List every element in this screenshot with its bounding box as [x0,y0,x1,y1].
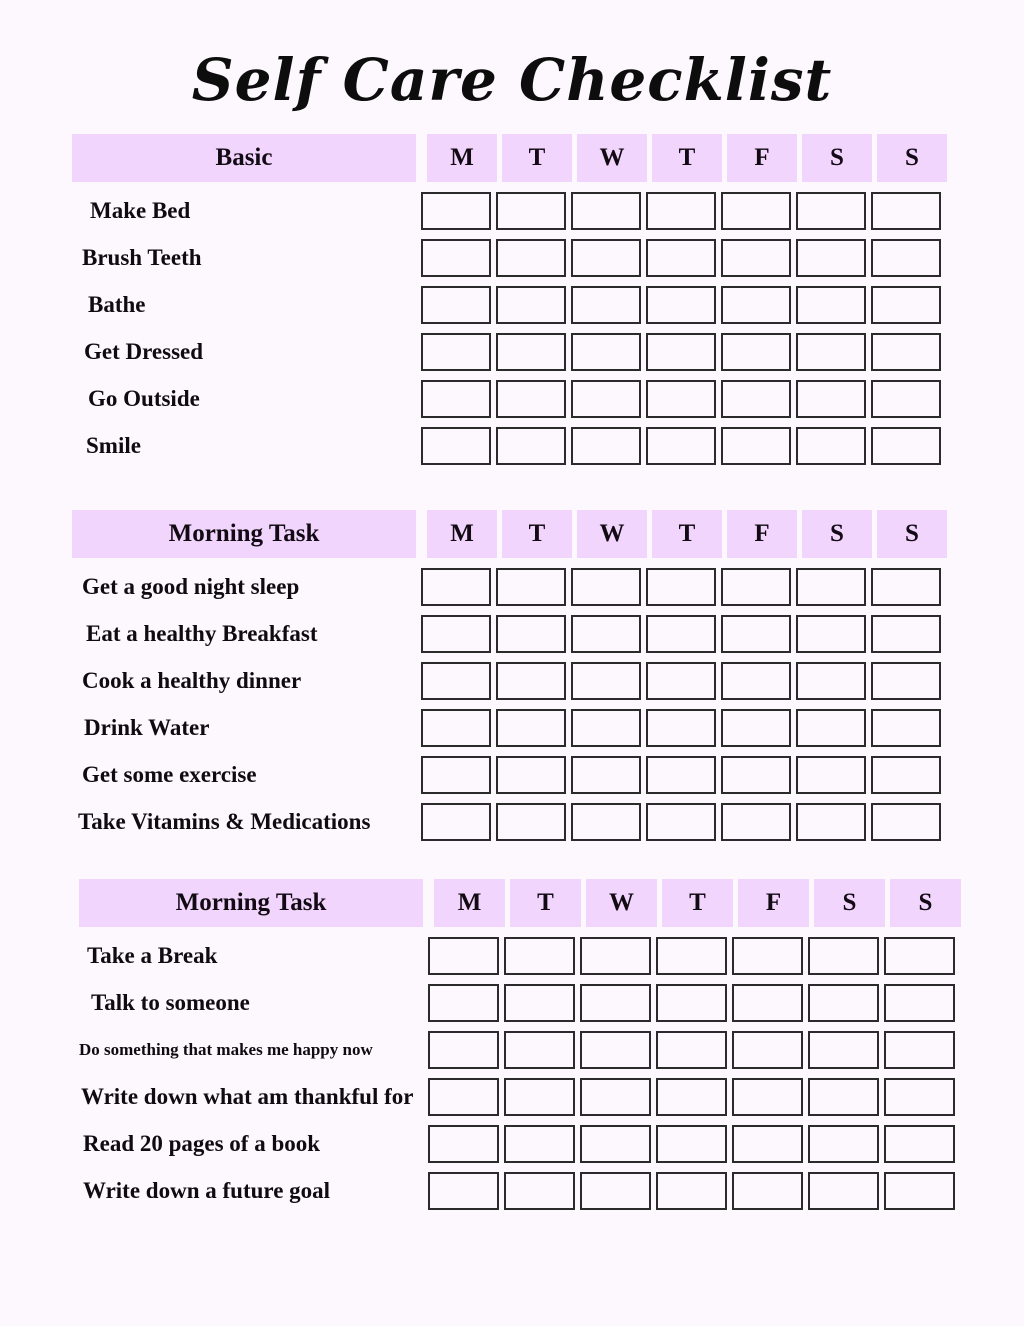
checkbox-cell-6[interactable] [871,333,941,371]
checkbox-cell-2[interactable] [571,803,641,841]
checkbox-cell-1[interactable] [496,333,566,371]
checkbox-cell-3[interactable] [646,568,716,606]
checkbox-cell-5[interactable] [796,615,866,653]
task-row [72,798,947,845]
checkbox-cell-1[interactable] [504,1031,575,1069]
task-row [79,1120,961,1167]
checkbox-cell-4[interactable] [721,615,791,653]
day-header-2: W [577,510,647,558]
checkbox-cell-2[interactable] [571,568,641,606]
checkbox-cell-3[interactable] [646,380,716,418]
checkbox-group [423,1125,955,1163]
checkbox-cell-3[interactable] [646,709,716,747]
checkbox-cell-0[interactable] [428,1125,499,1163]
section-header-row [72,134,947,182]
task-label: Take Vitamins & Medications [78,808,371,834]
task-label: Do something that makes me happy now [79,1039,373,1059]
checkbox-cell-4[interactable] [721,380,791,418]
checkbox-cell-2[interactable] [571,427,641,465]
checkbox-cell-4[interactable] [721,239,791,277]
checkbox-cell-0[interactable] [421,333,491,371]
section-heading: Morning Task [79,879,423,927]
task-rows [79,932,961,1214]
task-row [72,422,947,469]
checkbox-group [416,803,941,841]
checkbox-cell-2[interactable] [571,615,641,653]
checkbox-cell-5[interactable] [796,756,866,794]
checkbox-cell-4[interactable] [721,286,791,324]
task-label: Brush Teeth [82,244,202,270]
checkbox-cell-6[interactable] [884,1031,955,1069]
task-rows [72,187,947,469]
task-label: Go Outside [88,385,200,411]
checkbox-cell-0[interactable] [428,937,499,975]
checkbox-cell-2[interactable] [571,662,641,700]
section-header-row [79,879,961,927]
task-row [79,979,961,1026]
checkbox-cell-4[interactable] [721,192,791,230]
checkbox-cell-1[interactable] [496,615,566,653]
day-header-1: T [502,510,572,558]
checkbox-cell-0[interactable] [421,803,491,841]
checkbox-cell-6[interactable] [884,1172,955,1210]
checkbox-cell-0[interactable] [421,756,491,794]
checkbox-cell-5[interactable] [808,984,879,1022]
checkbox-group [416,709,941,747]
checkbox-group [416,333,941,371]
checkbox-group [416,192,941,230]
checkbox-cell-0[interactable] [428,1172,499,1210]
checkbox-cell-2[interactable] [571,239,641,277]
checkbox-cell-6[interactable] [884,937,955,975]
task-row [72,610,947,657]
task-row [72,328,947,375]
checkbox-group [416,568,941,606]
checkbox-cell-0[interactable] [421,568,491,606]
checkbox-cell-4[interactable] [721,568,791,606]
checkbox-cell-0[interactable] [421,662,491,700]
checkbox-cell-2[interactable] [580,1125,651,1163]
checkbox-cell-4[interactable] [721,803,791,841]
task-label: Eat a healthy Breakfast [86,620,318,646]
checkbox-cell-0[interactable] [421,380,491,418]
header-spacer [416,134,422,182]
checkbox-cell-0[interactable] [428,1031,499,1069]
task-label: Get a good night sleep [82,573,300,599]
checkbox-group [423,1172,955,1210]
checkbox-cell-1[interactable] [496,709,566,747]
checkbox-cell-0[interactable] [428,984,499,1022]
checkbox-cell-1[interactable] [504,937,575,975]
checkbox-cell-6[interactable] [871,286,941,324]
checkbox-cell-5[interactable] [796,286,866,324]
checkbox-cell-4[interactable] [732,1078,803,1116]
day-header-0: M [434,879,505,927]
checkbox-group [423,984,955,1022]
checkbox-cell-6[interactable] [871,756,941,794]
day-header-2: W [586,879,657,927]
checkbox-cell-6[interactable] [871,192,941,230]
checkbox-cell-6[interactable] [871,239,941,277]
checkbox-cell-4[interactable] [721,662,791,700]
checkbox-cell-4[interactable] [721,709,791,747]
task-label: Cook a healthy dinner [82,667,302,693]
checkbox-cell-0[interactable] [421,427,491,465]
checkbox-cell-6[interactable] [884,984,955,1022]
checkbox-cell-3[interactable] [656,1078,727,1116]
header-spacer [423,879,429,927]
checkbox-cell-1[interactable] [496,427,566,465]
task-label: Get some exercise [82,761,257,787]
checkbox-cell-1[interactable] [504,1078,575,1116]
checkbox-cell-0[interactable] [421,239,491,277]
checkbox-cell-5[interactable] [808,937,879,975]
checkbox-cell-0[interactable] [421,192,491,230]
task-row [79,1026,961,1073]
checkbox-group [416,662,941,700]
task-label: Drink Water [84,714,210,740]
day-header-0: M [427,510,497,558]
task-row [79,1073,961,1120]
day-header-5: S [802,510,872,558]
checkbox-cell-1[interactable] [496,192,566,230]
checkbox-cell-3[interactable] [646,286,716,324]
task-row [72,751,947,798]
checkbox-cell-5[interactable] [796,803,866,841]
checkbox-cell-6[interactable] [871,803,941,841]
task-label: Take a Break [87,942,218,968]
task-label: Make Bed [90,197,191,223]
section-header-row [72,510,947,558]
task-label: Get Dressed [84,338,204,364]
day-header-2: W [577,134,647,182]
checkbox-cell-6[interactable] [884,1125,955,1163]
checkbox-cell-4[interactable] [732,984,803,1022]
checkbox-cell-3[interactable] [646,427,716,465]
checkbox-cell-0[interactable] [428,1078,499,1116]
checkbox-cell-0[interactable] [421,709,491,747]
checkbox-cell-2[interactable] [580,937,651,975]
task-label: Write down what am thankful for [81,1083,414,1109]
day-header-1: T [502,134,572,182]
section-morning-task-1 [72,510,947,845]
task-label: Read 20 pages of a book [83,1130,321,1156]
checkbox-cell-2[interactable] [571,380,641,418]
task-row [79,1167,961,1214]
checkbox-cell-4[interactable] [721,427,791,465]
checkbox-cell-3[interactable] [646,756,716,794]
checkbox-cell-3[interactable] [656,1031,727,1069]
checkbox-cell-5[interactable] [808,1172,879,1210]
checkbox-cell-3[interactable] [656,984,727,1022]
task-row [72,187,947,234]
checkbox-cell-1[interactable] [496,568,566,606]
checkbox-cell-2[interactable] [571,333,641,371]
checkbox-cell-1[interactable] [496,239,566,277]
checkbox-cell-3[interactable] [646,333,716,371]
section-heading: Basic [72,134,416,182]
checkbox-cell-4[interactable] [732,1031,803,1069]
checkbox-cell-3[interactable] [656,937,727,975]
day-header-6: S [877,510,947,558]
task-row [72,563,947,610]
page-title: Self Care Checklist [191,46,833,114]
checkbox-cell-6[interactable] [871,615,941,653]
checkbox-cell-2[interactable] [580,1031,651,1069]
checkbox-cell-1[interactable] [504,1125,575,1163]
day-header-0: M [427,134,497,182]
day-header-5: S [814,879,885,927]
checkbox-cell-4[interactable] [721,333,791,371]
checkbox-cell-3[interactable] [646,615,716,653]
day-header-1: T [510,879,581,927]
checkbox-cell-6[interactable] [871,380,941,418]
checkbox-cell-5[interactable] [796,709,866,747]
checkbox-cell-6[interactable] [884,1078,955,1116]
checkbox-cell-6[interactable] [871,568,941,606]
task-row [72,281,947,328]
task-label: Smile [86,432,141,458]
task-row [79,932,961,979]
checkbox-cell-1[interactable] [496,380,566,418]
checkbox-group [416,427,941,465]
section-morning-task-2 [79,879,961,1214]
checkbox-cell-3[interactable] [646,662,716,700]
checkbox-cell-0[interactable] [421,615,491,653]
checkbox-group [416,286,941,324]
checkbox-cell-6[interactable] [871,709,941,747]
day-header-4: F [727,510,797,558]
task-row [72,704,947,751]
checkbox-cell-2[interactable] [580,1078,651,1116]
task-rows [72,563,947,845]
checkbox-cell-1[interactable] [504,1172,575,1210]
checkbox-cell-5[interactable] [808,1031,879,1069]
checkbox-cell-3[interactable] [646,239,716,277]
day-header-3: T [662,879,733,927]
checkbox-cell-3[interactable] [656,1172,727,1210]
task-row [72,375,947,422]
checkbox-group [423,1031,955,1069]
header-spacer [416,510,422,558]
checkbox-cell-6[interactable] [871,427,941,465]
checkbox-group [416,380,941,418]
checkbox-group [416,239,941,277]
day-header-4: F [738,879,809,927]
checkbox-group [423,1078,955,1116]
day-header-6: S [890,879,961,927]
checkbox-cell-1[interactable] [496,286,566,324]
checkbox-cell-1[interactable] [504,984,575,1022]
checkbox-cell-5[interactable] [796,427,866,465]
checkbox-cell-3[interactable] [646,192,716,230]
checkbox-group [416,615,941,653]
day-header-4: F [727,134,797,182]
checkbox-cell-2[interactable] [571,756,641,794]
checkbox-cell-4[interactable] [732,937,803,975]
checkbox-cell-5[interactable] [796,333,866,371]
checkbox-cell-2[interactable] [571,286,641,324]
checkbox-cell-3[interactable] [656,1125,727,1163]
checkbox-cell-4[interactable] [732,1172,803,1210]
checkbox-cell-3[interactable] [646,803,716,841]
checkbox-cell-5[interactable] [796,380,866,418]
checkbox-cell-0[interactable] [421,286,491,324]
checkbox-cell-5[interactable] [808,1078,879,1116]
checkbox-group [416,756,941,794]
day-header-3: T [652,510,722,558]
day-header-5: S [802,134,872,182]
checkbox-cell-1[interactable] [496,756,566,794]
checkbox-cell-1[interactable] [496,662,566,700]
checkbox-cell-5[interactable] [808,1125,879,1163]
checkbox-cell-5[interactable] [796,568,866,606]
checkbox-cell-5[interactable] [796,239,866,277]
task-row [72,657,947,704]
day-header-6: S [877,134,947,182]
task-label: Write down a future goal [83,1177,331,1203]
task-label: Bathe [88,291,146,317]
checkbox-cell-4[interactable] [721,756,791,794]
day-header-3: T [652,134,722,182]
checkbox-cell-5[interactable] [796,192,866,230]
checkbox-cell-4[interactable] [732,1125,803,1163]
task-label: Talk to someone [91,989,250,1015]
checkbox-cell-1[interactable] [496,803,566,841]
checkbox-cell-2[interactable] [580,1172,651,1210]
checkbox-group [423,937,955,975]
task-row [72,234,947,281]
checkbox-cell-2[interactable] [580,984,651,1022]
checkbox-cell-5[interactable] [796,662,866,700]
section-basic [72,134,947,469]
checkbox-cell-6[interactable] [871,662,941,700]
section-heading: Morning Task [72,510,416,558]
checkbox-cell-2[interactable] [571,192,641,230]
checkbox-cell-2[interactable] [571,709,641,747]
